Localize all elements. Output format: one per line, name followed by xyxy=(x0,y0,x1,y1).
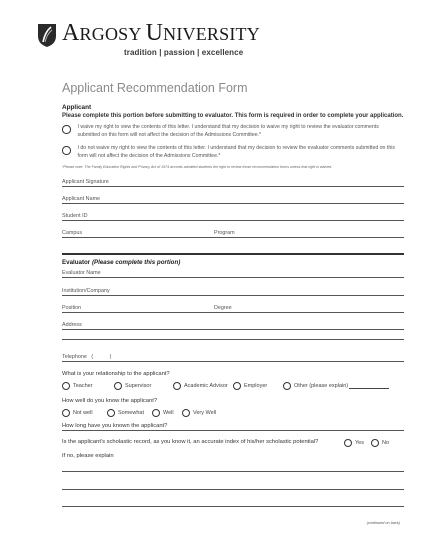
relationship-option-supervisor[interactable]: Supervisor xyxy=(114,382,173,390)
explain-line-1[interactable] xyxy=(62,471,404,472)
employer-radio[interactable] xyxy=(233,382,241,390)
position-label: Position xyxy=(62,305,82,311)
applicant-instruction: Please complete this portion before submitting to evaluator. This form is required in order to complete your application. xyxy=(62,113,404,119)
very-well-radio[interactable] xyxy=(182,409,190,417)
institution-label: Institution/Company xyxy=(62,288,110,294)
institution-field[interactable] xyxy=(62,286,404,296)
position-degree-field[interactable] xyxy=(62,303,404,313)
well-radio[interactable] xyxy=(152,409,160,417)
applicant-signature-label: Applicant Signature xyxy=(62,179,109,185)
how-well-option-well[interactable]: Well xyxy=(152,409,182,417)
address-line-2[interactable] xyxy=(62,339,404,340)
how-long-field[interactable] xyxy=(62,421,404,431)
no-radio[interactable] xyxy=(371,439,379,447)
applicant-signature-field[interactable] xyxy=(62,177,404,187)
waiver-option-not-waive[interactable] xyxy=(62,145,402,160)
how-well-question: How well do you know the applicant? xyxy=(62,398,158,404)
telephone-label: Telephone ( ) xyxy=(62,354,112,360)
brand-tagline: tradition | passion | excellence xyxy=(124,48,244,57)
brand-name: ARGOSY UNIVERSITY xyxy=(62,20,260,46)
explain-line-2[interactable] xyxy=(62,489,404,490)
campus-label: Campus xyxy=(62,230,83,236)
how-well-option-not-well[interactable]: Not well xyxy=(62,409,107,417)
applicant-name-label: Applicant Name xyxy=(62,196,101,202)
yes-radio[interactable] xyxy=(344,439,352,447)
not-waive-text: I do not waive my right to view the contents of this letter. I understand that my decision to review the evaluator comments submitted on this form will not affect the decision of the Admissions Committee.* xyxy=(77,145,395,159)
scholastic-yes[interactable]: Yes xyxy=(344,439,364,447)
teacher-radio[interactable] xyxy=(62,382,70,390)
explain-label: If no, please explain xyxy=(62,453,114,459)
waive-text: I waive my right to view the contents of this letter. I understand that my decision to waive my right to review the evaluator comments submitted on this form will not affect the decision of the Admissions Committee.* xyxy=(77,124,379,138)
student-id-field[interactable] xyxy=(62,211,404,221)
scholastic-no[interactable]: No xyxy=(371,439,389,447)
continued-note: (continued on back) xyxy=(366,521,400,525)
relationship-option-academic-advisor[interactable]: Academic Advisor xyxy=(173,382,233,390)
not-well-radio[interactable] xyxy=(62,409,70,417)
campus-program-field[interactable] xyxy=(62,228,404,238)
relationship-option-employer[interactable]: Employer xyxy=(233,382,283,390)
address-label: Address xyxy=(62,322,82,328)
waiver-option-waive[interactable] xyxy=(62,124,402,139)
other-explain-input[interactable] xyxy=(349,383,389,389)
applicant-name-field[interactable] xyxy=(62,194,404,204)
somewhat-radio[interactable] xyxy=(107,409,115,417)
argosy-logo xyxy=(36,22,260,57)
other-radio[interactable] xyxy=(283,382,291,390)
address-field[interactable] xyxy=(62,320,404,330)
evaluator-heading: Evaluator (Please complete this portion) xyxy=(62,259,181,266)
telephone-field[interactable] xyxy=(62,352,404,362)
student-id-label: Student ID xyxy=(62,213,88,219)
supervisor-radio[interactable] xyxy=(114,382,122,390)
program-label: Program xyxy=(214,230,235,236)
degree-label: Degree xyxy=(214,305,232,311)
how-well-option-very-well[interactable]: Very Well xyxy=(182,409,216,417)
argosy-shield-icon xyxy=(36,22,58,48)
form-title: Applicant Recommendation Form xyxy=(62,81,248,95)
ferpa-note: *Please note: The Family Education Rights and Privacy Act of 1974 accords admitted students the right to review those recommendation forms unless that right is waived. xyxy=(62,165,333,169)
not-waive-radio[interactable] xyxy=(62,146,71,155)
relationship-option-teacher[interactable]: Teacher xyxy=(62,382,114,390)
waive-radio[interactable] xyxy=(62,125,71,134)
how-well-option-somewhat[interactable]: Somewhat xyxy=(107,409,152,417)
relationship-question: What is your relationship to the applicant? xyxy=(62,371,170,377)
relationship-options xyxy=(62,382,389,390)
how-well-options xyxy=(62,409,216,417)
explain-line-3[interactable] xyxy=(62,506,404,507)
scholastic-question: Is the applicant's scholastic record, as you know it, an accurate index of his/her scholastic potential? xyxy=(62,439,319,445)
how-long-label: How long have you known the applicant? xyxy=(62,423,168,429)
evaluator-name-field[interactable] xyxy=(62,268,404,278)
section-divider xyxy=(62,253,404,255)
applicant-heading: Applicant xyxy=(62,104,92,111)
relationship-option-other[interactable]: Other (please explain) xyxy=(283,382,389,390)
evaluator-name-label: Evaluator Name xyxy=(62,270,101,276)
academic-advisor-radio[interactable] xyxy=(173,382,181,390)
